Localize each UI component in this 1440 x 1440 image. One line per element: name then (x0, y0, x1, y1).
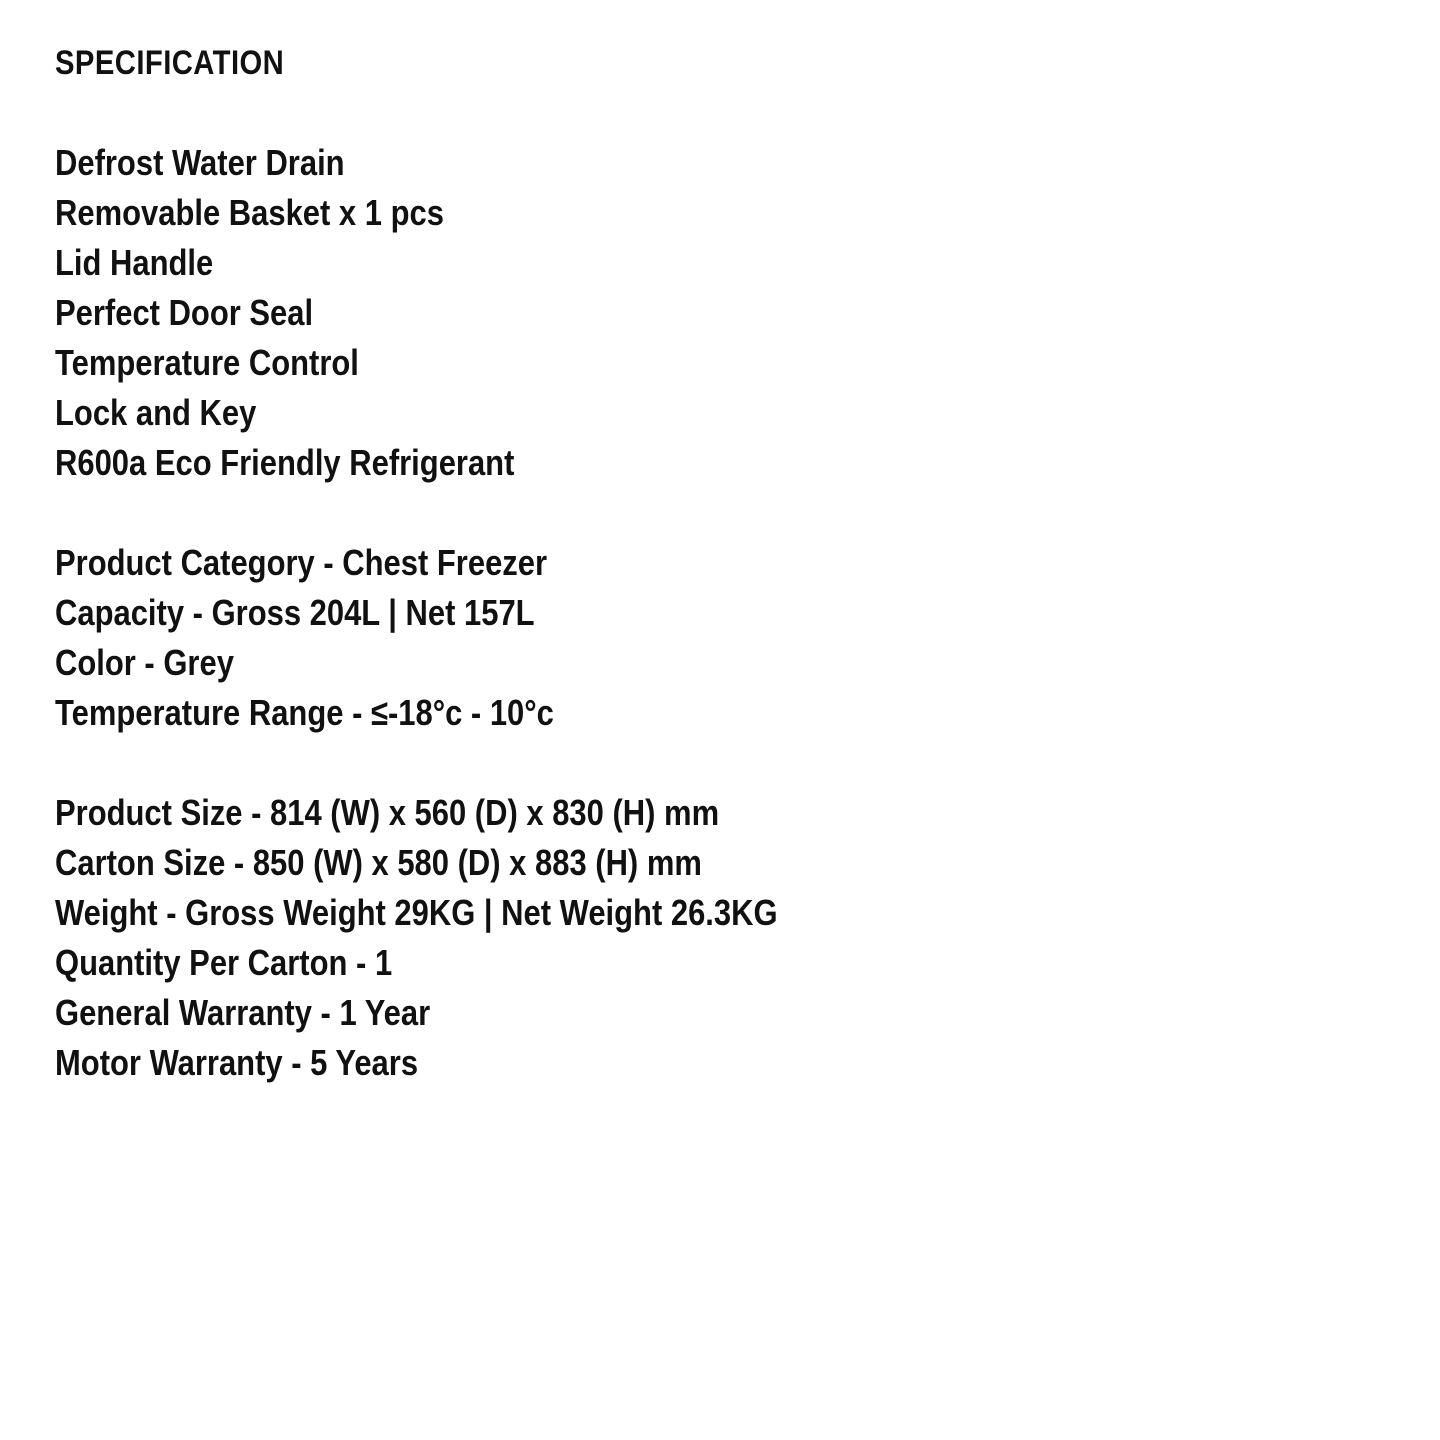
feature-item: Perfect Door Seal (55, 292, 314, 333)
product-size: Product Size - 814 (W) x 560 (D) x 830 (H) mm (55, 792, 720, 833)
product-category: Product Category - Chest Freezer (55, 542, 548, 583)
feature-item: Lid Handle (55, 242, 214, 283)
capacity: Capacity - Gross 204L | Net 157L (55, 592, 535, 633)
dimensions-list (55, 788, 1395, 1088)
product-info-list (55, 538, 1395, 738)
feature-item: Removable Basket x 1 pcs (55, 192, 444, 233)
specification-sheet (55, 38, 1395, 1088)
quantity-per-carton: Quantity Per Carton - 1 (55, 942, 393, 983)
carton-size: Carton Size - 850 (W) x 580 (D) x 883 (H) mm (55, 842, 702, 883)
feature-item: Temperature Control (55, 342, 359, 383)
color: Color - Grey (55, 642, 234, 683)
motor-warranty: Motor Warranty - 5 Years (55, 1042, 419, 1083)
temperature-range: Temperature Range - ≤-18°c - 10°c (55, 692, 554, 733)
feature-item: R600a Eco Friendly Refrigerant (55, 442, 515, 483)
feature-item: Lock and Key (55, 392, 257, 433)
features-list (55, 138, 1395, 488)
general-warranty: General Warranty - 1 Year (55, 992, 431, 1033)
feature-item: Defrost Water Drain (55, 142, 345, 183)
weight: Weight - Gross Weight 29KG | Net Weight 26.3KG (55, 892, 778, 933)
page-title: SPECIFICATION (55, 44, 285, 82)
